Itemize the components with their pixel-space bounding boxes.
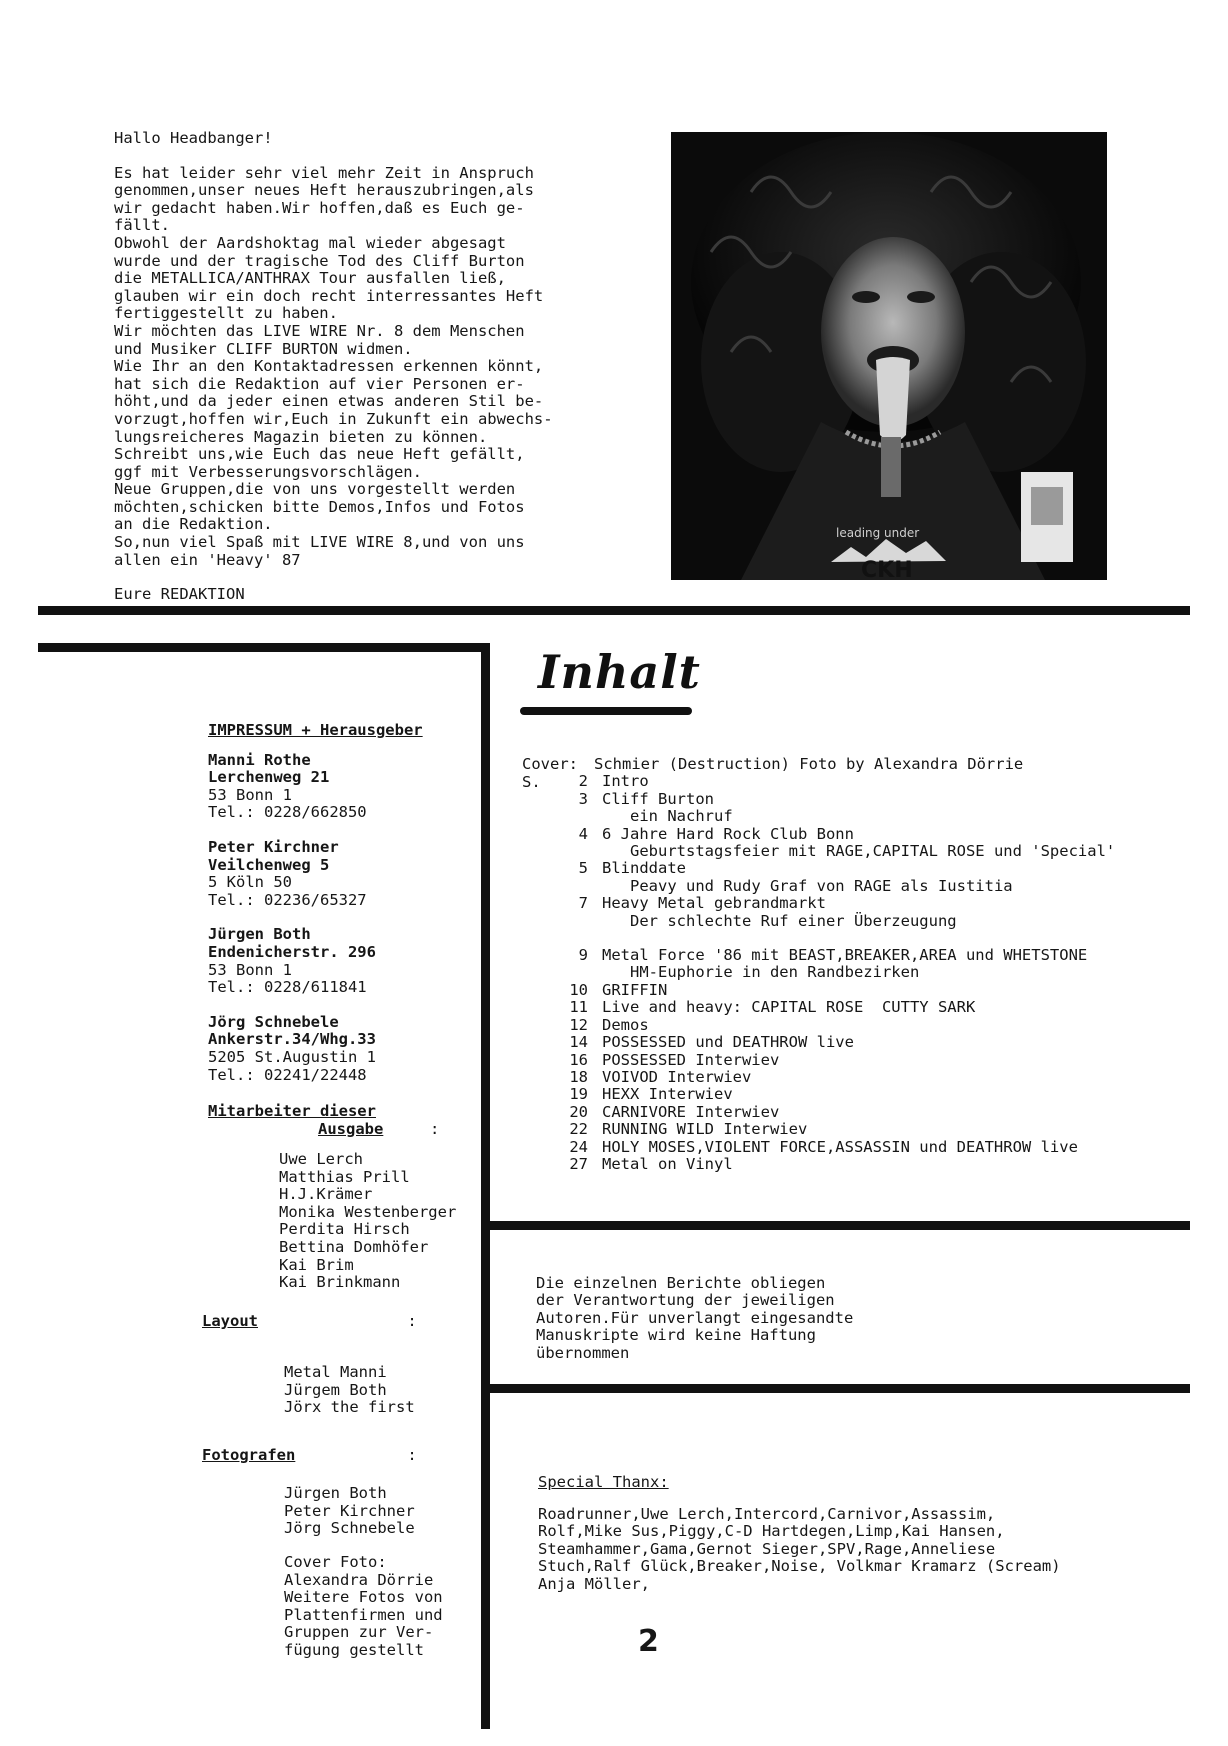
toc-title: Heavy Metal gebrandmarkt — [602, 894, 826, 913]
toc-row — [522, 1034, 1115, 1051]
contact-line: Tel.: 0228/611841 — [208, 978, 367, 997]
toc-title: POSSESSED Interwiev — [602, 1050, 780, 1069]
cover-photo-credits — [284, 1554, 484, 1660]
mitarbeiter-heading-1: Mitarbeiter dieser — [208, 1102, 376, 1120]
mitarbeiter-name: Monika Westenberger — [279, 1202, 457, 1221]
toc-row — [522, 1052, 1115, 1069]
toc-row — [522, 1139, 1115, 1156]
intro-line: Wir möchten das LIVE WIRE Nr. 8 dem Menschen — [114, 321, 525, 340]
cover-credit-line: Cover Foto: — [284, 1553, 387, 1571]
intro-greeting: Hallo Headbanger! — [114, 129, 273, 147]
contact-line: Veilchenweg 5 — [208, 855, 330, 874]
toc-row — [522, 860, 1115, 877]
intro-line: und Musiker CLIFF BURTON widmen. — [114, 339, 413, 358]
toc-page: 14 — [569, 1033, 588, 1052]
layout-colon: : — [407, 1312, 417, 1330]
intro-line: möchten,schicken bitte Demos,Infos und Fotos — [114, 497, 525, 516]
contact-line: Tel.: 02236/65327 — [208, 890, 367, 909]
thanx-line: Rolf,Mike Sus,Piggy,C-D Hartdegen,Limp,Kai Hansen, — [538, 1522, 1005, 1541]
toc-title: RUNNING WILD Interwiev — [602, 1120, 808, 1139]
contact-line: Endenicherstr. 296 — [208, 942, 376, 961]
intro-line: an die Redaktion. — [114, 515, 273, 534]
toc-page: 18 — [569, 1067, 588, 1086]
toc-subtitle: HM-Euphorie in den Randbezirken — [630, 963, 920, 982]
fotograf-name: Jörg Schnebele — [284, 1519, 415, 1538]
toc-row — [522, 947, 1115, 964]
special-thanx — [538, 1474, 1061, 1594]
cover-credit-line: Alexandra Dörrie — [284, 1570, 434, 1589]
cover-credit-line: fügung gestellt — [284, 1640, 424, 1659]
toc-spacer — [522, 930, 1115, 947]
mitarbeiter-name: Uwe Lerch — [279, 1150, 363, 1168]
thanx-list — [538, 1506, 1061, 1594]
fotografen-heading: Fotografen — [202, 1446, 296, 1464]
intro-line: Es hat leider sehr viel mehr Zeit in Anspruch — [114, 163, 534, 182]
page-number: 2 — [638, 1624, 659, 1659]
mitarbeiter-name: Kai Brim — [279, 1255, 354, 1274]
toc-page: 16 — [569, 1050, 588, 1069]
layout-list — [284, 1364, 484, 1417]
layout-name: Jörx the first — [284, 1398, 415, 1417]
intro-line: wir gedacht haben.Wir hoffen,daß es Euch ge- — [114, 198, 525, 217]
shirt-print: CKH — [861, 558, 913, 580]
mitarbeiter-name: Matthias Prill — [279, 1167, 410, 1186]
toc-page: 2 — [578, 772, 588, 791]
toc-page: 27 — [569, 1154, 588, 1173]
intro-signoff: Eure REDAKTION — [114, 585, 245, 604]
contact-block — [208, 839, 478, 909]
toc-title: CARNIVORE Interwiev — [602, 1102, 780, 1121]
intro-line: lungsreicheres Magazin bieten zu können. — [114, 427, 488, 446]
toc-row — [522, 826, 1115, 843]
toc-row — [522, 999, 1115, 1016]
toc-title: Metal on Vinyl — [602, 1154, 733, 1173]
inhalt-underline — [520, 707, 692, 715]
contact-line: Manni Rothe — [208, 750, 311, 769]
intro-line: So,nun viel Spaß mit LIVE WIRE 8,und von uns — [114, 533, 525, 552]
intro-line: vorzugt,hoffen wir,Euch in Zukunft ein abwechs- — [114, 409, 553, 428]
mitarbeiter-name: Bettina Domhöfer — [279, 1237, 429, 1256]
toc-page: 20 — [569, 1102, 588, 1121]
mitarbeiter-name: Perdita Hirsch — [279, 1220, 410, 1239]
disclaimer-line: der Verantwortung der jeweiligen — [536, 1291, 835, 1310]
contact-block — [208, 1014, 478, 1084]
intro-line: Wie Ihr an den Kontaktadressen erkennen könnt, — [114, 357, 544, 376]
layout-name: Jürgem Both — [284, 1380, 387, 1399]
toc-s-label: S. — [522, 773, 541, 791]
toc-title: Metal Force '86 mit BEAST,BREAKER,AREA und WHETSTONE — [602, 946, 1088, 965]
toc-title: GRIFFIN — [602, 980, 668, 999]
toc-row — [522, 1104, 1115, 1121]
toc-cover-text: Schmier (Destruction) Foto by Alexandra Dörrie — [594, 755, 1024, 773]
cover-credit-line: Weitere Fotos von — [284, 1588, 443, 1607]
contact-line: Peter Kirchner — [208, 837, 339, 856]
intro-line: die METALLICA/ANTHRAX Tour ausfallen ließ, — [114, 269, 506, 288]
toc-title: 6 Jahre Hard Rock Club Bonn — [602, 824, 854, 843]
intro-line: Neue Gruppen,die von uns vorgestellt werden — [114, 480, 516, 499]
toc-page: 19 — [569, 1085, 588, 1104]
shirt-text: leading under — [836, 526, 920, 540]
toc-page: 4 — [578, 824, 588, 843]
portrait-image — [671, 132, 1107, 580]
impressum-heading: IMPRESSUM + Herausgeber — [208, 721, 423, 739]
toc-row — [522, 1069, 1115, 1086]
toc-title: Blinddate — [602, 859, 686, 878]
intro-body — [114, 165, 614, 570]
toc-page: 9 — [578, 946, 588, 965]
intro-letter — [114, 130, 614, 604]
cover-photo — [671, 132, 1107, 580]
toc-title: VOIVOD Interwiev — [602, 1067, 752, 1086]
contact-line: 5205 St.Augustin 1 — [208, 1047, 376, 1066]
mitarbeiter-name: Kai Brinkmann — [279, 1273, 401, 1292]
contact-line: 5 Köln 50 — [208, 873, 292, 892]
contact-line: 53 Bonn 1 — [208, 785, 292, 804]
cover-credit-line: Gruppen zur Ver- — [284, 1623, 434, 1642]
contact-line: Jürgen Both — [208, 925, 311, 944]
thanx-line: Roadrunner,Uwe Lerch,Intercord,Carnivor,Assassim, — [538, 1504, 996, 1523]
contact-line: Lerchenweg 21 — [208, 768, 330, 787]
intro-line: fertiggestellt zu haben. — [114, 304, 338, 323]
toc-page: 3 — [578, 789, 588, 808]
layout-heading: Layout — [202, 1312, 258, 1330]
toc-page: 22 — [569, 1120, 588, 1139]
fotografen-list — [284, 1485, 484, 1538]
mitarbeiter-name: H.J.Krämer — [279, 1185, 373, 1204]
contact-line: Ankerstr.34/Whg.33 — [208, 1030, 376, 1049]
mitarbeiter-colon: : — [430, 1119, 440, 1138]
disclaimer-line: Manuskripte wird keine Haftung — [536, 1326, 816, 1345]
intro-line: genommen,unser neues Heft herauszubringen,als — [114, 181, 534, 200]
toc-row — [522, 1121, 1115, 1138]
toc-page: 10 — [569, 980, 588, 999]
mitarbeiter-section — [208, 1103, 478, 1138]
contact-line: 53 Bonn 1 — [208, 960, 292, 979]
toc-cover-label: Cover: — [522, 755, 578, 773]
intro-line: wurde und der tragische Tod des Cliff Burton — [114, 251, 525, 270]
thanx-heading: Special Thanx: — [538, 1473, 669, 1491]
toc-subtitle: Der schlechte Ruf einer Überzeugung — [630, 911, 957, 930]
toc-page: 24 — [569, 1137, 588, 1156]
intro-line: Obwohl der Aardshoktag mal wieder abgesagt — [114, 233, 506, 252]
intro-line: Schreibt uns,wie Euch das neue Heft gefällt, — [114, 445, 525, 464]
contact-block — [208, 752, 478, 822]
separator-bar — [38, 606, 1190, 615]
intro-line: höht,und da jeder einen etwas anderen Stil be- — [114, 392, 544, 411]
thanx-line: Stuch,Ralf Glück,Breaker,Noise, Volkmar Kramarz (Scream) — [538, 1557, 1061, 1576]
disclaimer-line: Autoren.Für unverlangt eingesandte — [536, 1308, 854, 1327]
toc-title: Intro — [602, 772, 649, 791]
thanx-line: Anja Möller, — [538, 1574, 650, 1593]
fotograf-name: Peter Kirchner — [284, 1501, 415, 1520]
intro-line: ggf mit Verbesserungsvorschlägen. — [114, 462, 422, 481]
toc-title: Demos — [602, 1015, 649, 1034]
disclaimer-bottom-bar — [490, 1384, 1190, 1393]
toc-page: 5 — [578, 859, 588, 878]
toc-subtitle: Peavy und Rudy Graf von RAGE als Iustitia — [630, 876, 1013, 895]
intro-line: hat sich die Redaktion auf vier Personen er- — [114, 374, 525, 393]
disclaimer-line: Die einzelnen Berichte obliegen — [536, 1274, 826, 1292]
toc-row — [522, 791, 1115, 808]
toc-page: 7 — [578, 894, 588, 913]
toc-row — [522, 895, 1115, 912]
toc-title: HEXX Interwiev — [602, 1085, 733, 1104]
disclaimer-top-bar — [490, 1221, 1190, 1230]
fotograf-name: Jürgen Both — [284, 1484, 387, 1502]
fotografen-colon: : — [407, 1446, 417, 1464]
toc-title: POSSESSED und DEATHROW live — [602, 1033, 854, 1052]
toc-page: 11 — [569, 998, 588, 1017]
contact-line: Tel.: 0228/662850 — [208, 803, 367, 822]
toc-row — [522, 1086, 1115, 1103]
impressum-frame-top — [38, 643, 490, 652]
toc-entries — [522, 773, 1115, 1173]
toc-row — [522, 982, 1115, 999]
toc-row — [522, 773, 1115, 790]
intro-line: fällt. — [114, 216, 170, 235]
intro-line: allen ein 'Heavy' 87 — [114, 550, 301, 569]
layout-name: Metal Manni — [284, 1363, 387, 1381]
layout-section — [202, 1313, 452, 1331]
thanx-line: Steamhammer,Gama,Gernot Sieger,SPV,Rage,Anneliese — [538, 1539, 996, 1558]
toc-row — [522, 1156, 1115, 1173]
disclaimer-line: übernommen — [536, 1343, 630, 1362]
toc-subtitle: ein Nachruf — [630, 807, 733, 826]
toc-title: Live and heavy: CAPITAL ROSE CUTTY SARK — [602, 998, 976, 1017]
cover-credit-line: Plattenfirmen und — [284, 1605, 443, 1624]
impressum — [208, 722, 478, 1101]
toc-title: HOLY MOSES,VIOLENT FORCE,ASSASSIN und DEATHROW live — [602, 1137, 1078, 1156]
toc-row — [522, 1017, 1115, 1034]
mitarbeiter-list — [279, 1151, 489, 1292]
contact-line: Jörg Schnebele — [208, 1012, 339, 1031]
table-of-contents — [522, 756, 1115, 1173]
disclaimer — [536, 1275, 853, 1362]
contact-line: Tel.: 02241/22448 — [208, 1065, 367, 1084]
toc-title: Cliff Burton — [602, 789, 714, 808]
fotografen-section — [202, 1447, 452, 1465]
toc-page: 12 — [569, 1015, 588, 1034]
intro-line: glauben wir ein doch recht interressantes Heft — [114, 286, 544, 305]
contact-block — [208, 926, 478, 996]
mitarbeiter-heading-2: Ausgabe — [318, 1119, 384, 1138]
inhalt-title: Inhalt — [538, 645, 701, 699]
toc-subtitle: Geburtstagsfeier mit RAGE,CAPITAL ROSE und 'Special' — [630, 842, 1116, 861]
contacts-list — [208, 752, 478, 1085]
